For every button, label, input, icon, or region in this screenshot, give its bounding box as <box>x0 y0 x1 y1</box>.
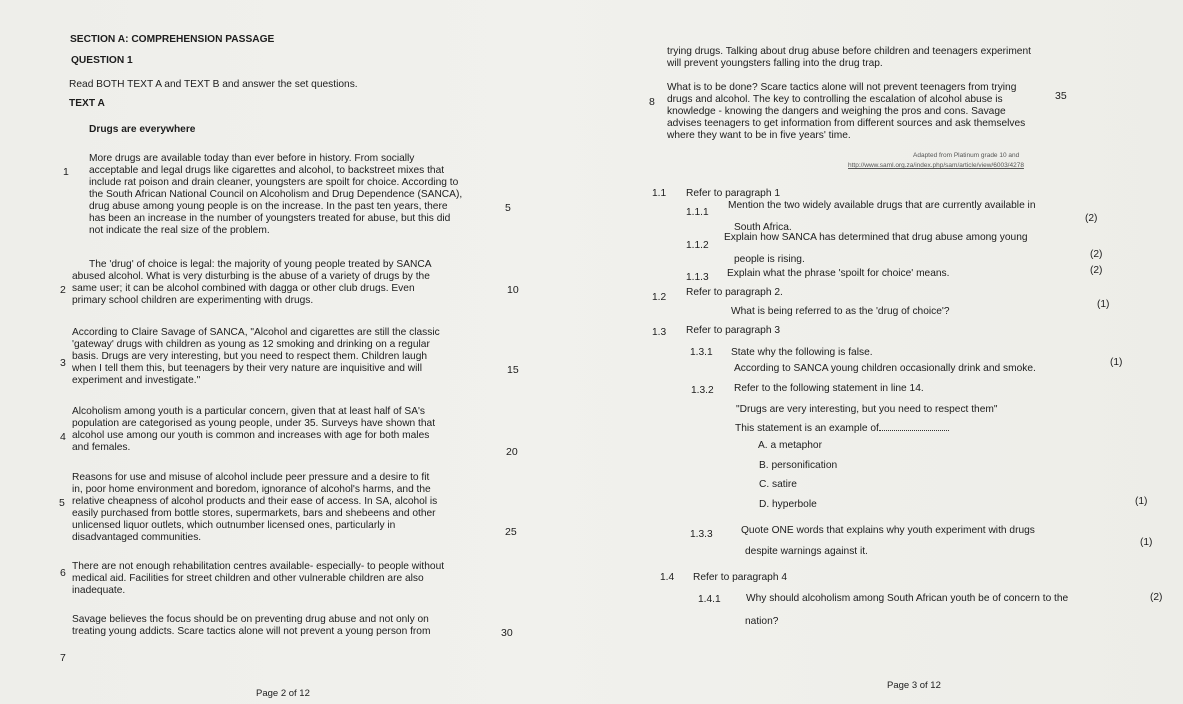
question-text: According to SANCA young children occasionally drink and smoke. <box>734 363 1036 374</box>
question-text: Why should alcoholism among South African youth be of concern to the <box>746 593 1069 604</box>
question-number: 1.4.1 <box>698 594 721 605</box>
passage-line: the South African National Council on Alcoholism and Drug Dependence (SANCA), <box>89 189 463 200</box>
passage-line: in, poor home environment and boredom, ignorance of alcohol's harms, and the <box>72 484 431 495</box>
line-number: 25 <box>505 526 517 538</box>
passage-line: disadvantaged communities. <box>72 532 202 543</box>
passage-line: include rat poison and drain cleaner, youngsters are spoilt for choice. According to <box>89 177 459 188</box>
mark-allocation: (1) <box>1097 299 1110 310</box>
question-number: 1.1.3 <box>686 272 709 283</box>
line-number: 15 <box>507 364 519 376</box>
question-text: What is being referred to as the 'drug of choice'? <box>731 306 950 317</box>
mark-allocation: (2) <box>1090 265 1103 276</box>
question-text: Explain how SANCA has determined that drug abuse among young <box>724 232 1028 243</box>
question-heading: QUESTION 1 <box>71 55 133 66</box>
question-text: State why the following is false. <box>731 347 873 358</box>
passage-line: 'gateway' drugs with children as young as 12 smoking and drinking on a regular <box>72 339 430 350</box>
question-text: Refer to paragraph 1 <box>686 188 781 199</box>
line-number: 35 <box>1055 90 1067 102</box>
page-footer-right: Page 3 of 12 <box>887 680 941 691</box>
question-text: Explain what the phrase 'spoilt for choice' means. <box>727 268 950 279</box>
paragraph-number: 6 <box>60 567 66 579</box>
instruction-text: Read BOTH TEXT A and TEXT B and answer the set questions. <box>69 79 358 90</box>
option-b: B. personification <box>759 460 838 471</box>
question-number: 1.1 <box>652 188 667 199</box>
passage-line: experiment and investigate." <box>72 375 201 386</box>
text-a-label: TEXT A <box>69 98 105 109</box>
question-number: 1.3.3 <box>690 529 713 540</box>
passage-line: There are not enough rehabilitation centres available- especially- to people without <box>72 561 445 572</box>
mark-allocation: (2) <box>1085 213 1098 224</box>
passage-line: More drugs are available today than ever before in history. From socially <box>89 153 415 164</box>
page-footer-left: Page 2 of 12 <box>256 688 310 699</box>
passage-line: easily purchased from bottle stores, supermarkets, bars and shebeens and other <box>72 508 436 519</box>
passage-line: advises teenagers to get information from different sources and ask themselves <box>667 118 1026 129</box>
passage-line: Alcoholism among youth is a particular concern, given that at least half of SA's <box>72 406 426 417</box>
passage-line: knowledge - knowing the dangers and weighing the pros and cons. Savage <box>667 106 1006 117</box>
paragraph-number: 5 <box>59 497 65 509</box>
line-number: 10 <box>507 284 519 296</box>
passage-line: trying drugs. Talking about drug abuse before children and teenagers experiment <box>667 46 1031 57</box>
question-number: 1.1.2 <box>686 240 709 251</box>
question-text: Mention the two widely available drugs that are currently available in <box>728 200 1036 211</box>
question-number: 1.3.2 <box>691 385 714 396</box>
mark-allocation: (1) <box>1140 537 1153 548</box>
question-text: Refer to paragraph 4 <box>693 572 788 583</box>
question-number: 1.1.1 <box>686 207 709 218</box>
paragraph-number: 7 <box>60 652 66 664</box>
mark-allocation: (2) <box>1090 249 1103 260</box>
answer-blank <box>879 422 949 431</box>
passage-line: when I tell them this, but teenagers by their very nature are inquisitive and will <box>72 363 422 374</box>
passage-line: where they want to be in five years' time. <box>667 130 851 141</box>
passage-line: will prevent youngsters falling into the drug trap. <box>667 58 883 69</box>
passage-line: drug abuse among young people is on the increase. In the past ten years, there <box>89 201 448 212</box>
question-text: Quote ONE words that explains why youth experiment with drugs <box>741 525 1035 536</box>
passage-line: drugs and alcohol. The key to controlling the escalation of alcohol abuse is <box>667 94 1003 105</box>
passage-line: population are categorised as young people, under 35. Surveys have shown that <box>72 418 436 429</box>
question-number: 1.4 <box>660 572 675 583</box>
question-number: 1.3 <box>652 327 667 338</box>
question-stem <box>735 422 949 436</box>
passage-line: treating young addicts. Scare tactics alone will not prevent a young person from <box>72 626 431 637</box>
section-heading: SECTION A: COMPREHENSION PASSAGE <box>70 34 275 45</box>
paragraph-number: 4 <box>60 431 66 443</box>
passage-line: abused alcohol. What is very disturbing is the abuse of a variety of drugs by the <box>72 271 430 282</box>
option-c: C. satire <box>759 479 797 490</box>
passage-line: unlicensed liquor outlets, which outnumber licensed ones, particularly in <box>72 520 396 531</box>
paragraph-number: 2 <box>60 284 66 296</box>
passage-line: What is to be done? Scare tactics alone will not prevent teenagers from trying <box>667 82 1017 93</box>
passage-title: Drugs are everywhere <box>89 124 196 135</box>
line-number: 5 <box>505 202 511 214</box>
quoted-statement: "Drugs are very interesting, but you need to respect them" <box>736 404 998 415</box>
passage-line: not indicate the real size of the problem. <box>89 225 270 236</box>
passage-line: acceptable and legal drugs like cigarettes and alcohol, to backstreet mixes that <box>89 165 445 176</box>
question-text: people is rising. <box>734 254 805 265</box>
passage-line: and females. <box>72 442 131 453</box>
passage-line: Savage believes the focus should be on preventing drug abuse and not only on <box>72 614 429 625</box>
mark-allocation: (1) <box>1135 496 1148 507</box>
question-text: despite warnings against it. <box>745 546 868 557</box>
passage-line: inadequate. <box>72 585 126 596</box>
passage-line: medical aid. Facilities for street children and other vulnerable children are also <box>72 573 424 584</box>
source-credit: Adapted from Platinum grade 10 and <box>913 152 1020 159</box>
passage-line: The 'drug' of choice is legal: the majority of young people treated by SANCA <box>89 259 432 270</box>
question-stem-text: This statement is an example of <box>735 423 879 434</box>
passage-line: relative cheapness of alcohol products and their ease of access. In SA, alcohol is <box>72 496 438 507</box>
question-text: nation? <box>745 616 779 627</box>
mark-allocation: (2) <box>1150 592 1163 603</box>
passage-line: same user; it can be alcohol combined with dagga or other club drugs. Even <box>72 283 415 294</box>
source-link[interactable]: http://www.saml.org.za/index.php/sam/article/view/6003/4278 <box>848 162 1024 169</box>
question-text: Refer to the following statement in line 14. <box>734 383 924 394</box>
passage-line: According to Claire Savage of SANCA, "Alcohol and cigarettes are still the classic <box>72 327 440 338</box>
line-number: 20 <box>506 446 518 458</box>
mark-allocation: (1) <box>1110 357 1123 368</box>
paragraph-number: 1 <box>63 166 69 178</box>
question-number: 1.3.1 <box>690 347 713 358</box>
passage-line: has been an increase in the number of youngsters treated for abuse, but this did <box>89 213 451 224</box>
paragraph-number: 8 <box>649 96 655 108</box>
passage-line: primary school children are experimenting with drugs. <box>72 295 314 306</box>
passage-line: Reasons for use and misuse of alcohol include peer pressure and a desire to fit <box>72 472 430 483</box>
question-text: Refer to paragraph 3 <box>686 325 781 336</box>
question-text: Refer to paragraph 2. <box>686 287 783 298</box>
passage-line: alcohol use among our youth is common and increases with age for both males <box>72 430 430 441</box>
option-d: D. hyperbole <box>759 499 817 510</box>
question-text: South Africa. <box>734 222 792 233</box>
passage-line: basis. Drugs are very interesting, but you need to respect them. Children laugh <box>72 351 428 362</box>
question-number: 1.2 <box>652 292 667 303</box>
option-a: A. a metaphor <box>758 440 822 451</box>
paragraph-number: 3 <box>60 357 66 369</box>
line-number: 30 <box>501 627 513 639</box>
